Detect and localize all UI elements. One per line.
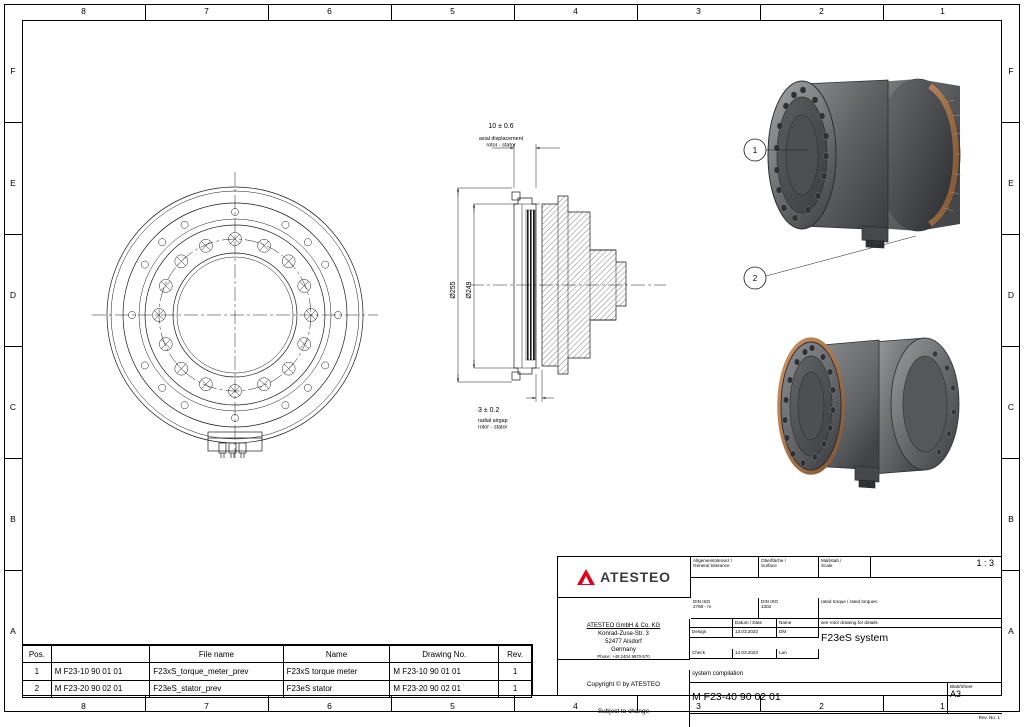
- zone-right-C: C: [1004, 402, 1018, 412]
- sheet-value: A3: [950, 689, 1000, 699]
- row2-name: F23eS stator: [283, 680, 390, 697]
- system-compilation-label: system compilation: [692, 671, 1000, 678]
- parts-list: [22, 644, 533, 696]
- front-view: [90, 170, 380, 460]
- logo-wordmark: ATESTEO: [600, 569, 671, 585]
- company-city: 52477 Alsdorf: [560, 638, 687, 646]
- zone-bottom-1: 1: [883, 701, 1002, 711]
- zone-bottom-3: 3: [637, 701, 760, 711]
- surface-value: DIN ISO 1302: [761, 599, 816, 610]
- drawing-number: M F23-40 90 02 01: [692, 684, 945, 703]
- header-file-name: File name: [150, 646, 283, 663]
- balloon-group: [730, 130, 1010, 300]
- surface-label: Oberfläche / Surface: [761, 558, 816, 569]
- company-name: ATESTEO GmbH & Co. KG: [560, 622, 687, 630]
- date-header: Datum / Date: [735, 620, 774, 625]
- torque-note-1: rated torque / rated torques:: [821, 599, 1000, 604]
- row1-drawing-no: M F23-10 90 01 01: [390, 663, 499, 680]
- company-address: [560, 620, 687, 660]
- zone-bottom-8: 8: [22, 701, 145, 711]
- header-rev: Rev.: [499, 646, 532, 663]
- note-radial-line1: radial airgap: [478, 418, 508, 424]
- zone-top-4: 4: [514, 6, 637, 16]
- company-phone: Phone: +49 2404 9870-570: [560, 654, 687, 660]
- check-name: Lan: [779, 650, 816, 655]
- zone-left-A: A: [6, 626, 20, 636]
- header-name: Name: [283, 646, 390, 663]
- row1-pos: 1: [23, 663, 52, 680]
- zone-top-5: 5: [391, 6, 514, 16]
- zone-bottom-7: 7: [145, 701, 268, 711]
- scale-value: 1 : 3: [873, 558, 1000, 568]
- torque-note-2: see rotor drawing for details: [821, 620, 1000, 625]
- note-radial-line2: rotor - stator: [478, 425, 508, 431]
- header-dwg-no-2: [51, 646, 150, 663]
- rev-value: 1: [997, 715, 1000, 720]
- zone-left-E: E: [6, 178, 20, 188]
- dim-axial-value: 10 ± 0.6: [488, 123, 513, 130]
- tolerance-value: DIN ISO 2768 - m: [693, 599, 756, 610]
- zone-top-3: 3: [637, 6, 760, 16]
- dim-radial-value: 3 ± 0.2: [478, 407, 499, 414]
- section-view: [440, 100, 670, 460]
- zone-top-1: 1: [883, 6, 1002, 16]
- zone-right-A: A: [1004, 626, 1018, 636]
- design-label: Design: [692, 629, 730, 634]
- name-header: Name: [779, 620, 816, 625]
- company-country: Germany: [560, 646, 687, 654]
- header-pos: Pos.: [23, 646, 52, 663]
- zone-top-2: 2: [760, 6, 883, 16]
- company-street: Konrad-Zuse-Str. 3: [560, 630, 687, 638]
- zone-right-E: E: [1004, 178, 1018, 188]
- row1-file-name: F23xS_torque_meter_prev: [150, 663, 283, 680]
- dim-dia-inner: Ø249: [466, 281, 473, 298]
- design-name: DM: [779, 629, 816, 634]
- row2-dwg-no-2: M F23-20 90 02 01: [51, 680, 150, 697]
- balloon-1-label: 1: [753, 146, 758, 155]
- zone-bottom-5: 5: [391, 701, 514, 711]
- row1-rev: 1: [499, 663, 532, 680]
- zone-right-B: B: [1004, 514, 1018, 524]
- atesteo-logo-icon: [577, 569, 595, 585]
- zone-left-B: B: [6, 514, 20, 524]
- note-axial-line1: axial displacement: [479, 136, 524, 142]
- note-axial-line2: rotor - stator: [486, 143, 516, 149]
- zone-top-8: 8: [22, 6, 145, 16]
- tolerance-label: Allgemeintoleranz / General tolerance: [693, 558, 756, 569]
- row2-file-name: F23eS_stator_prev: [150, 680, 283, 697]
- rev-label: Rev. No.: [979, 715, 997, 720]
- zone-top-6: 6: [268, 6, 391, 16]
- dim-dia-outer: Ø255: [450, 281, 457, 298]
- row2-rev: 1: [499, 680, 532, 697]
- copyright-text: Copyright © by ATESTEO: [587, 680, 660, 690]
- render-view-bottom: [775, 320, 990, 510]
- zone-right-F: F: [1004, 66, 1018, 76]
- parts-list-header-row: [23, 646, 532, 663]
- zone-bottom-4: 4: [514, 701, 637, 711]
- title-block: [557, 556, 1002, 696]
- design-date: 13.03.2023: [735, 629, 774, 634]
- table-row: [23, 680, 532, 697]
- zone-right-D: D: [1004, 290, 1018, 300]
- zone-left-C: C: [6, 402, 20, 412]
- zone-top-7: 7: [145, 6, 268, 16]
- drawing-title: F23eS system: [821, 629, 1000, 644]
- zone-left-F: F: [6, 66, 20, 76]
- company-logo: [558, 557, 691, 598]
- row1-name: F23xS torque meter: [283, 663, 390, 680]
- zone-bottom-6: 6: [268, 701, 391, 711]
- row1-dwg-no-2: M F23-10 90 01 01: [51, 663, 150, 680]
- balloon-2-label: 2: [753, 274, 758, 283]
- subject-to-change-text: Subject to change: [598, 707, 649, 717]
- row2-drawing-no: M F23-20 90 02 01: [390, 680, 499, 697]
- scale-label: Maßstab / Scale: [821, 558, 868, 569]
- check-date: 14.03.2023: [735, 650, 774, 655]
- zone-left-D: D: [6, 290, 20, 300]
- row2-pos: 2: [23, 680, 52, 697]
- sheet-label: Blatt/Sheet: [950, 684, 1000, 689]
- zone-bottom-2: 2: [760, 701, 883, 711]
- check-label: Check: [692, 650, 730, 655]
- copyright-block: [558, 670, 690, 727]
- table-row: [23, 663, 532, 680]
- header-drawing-no: Drawing No.: [390, 646, 499, 663]
